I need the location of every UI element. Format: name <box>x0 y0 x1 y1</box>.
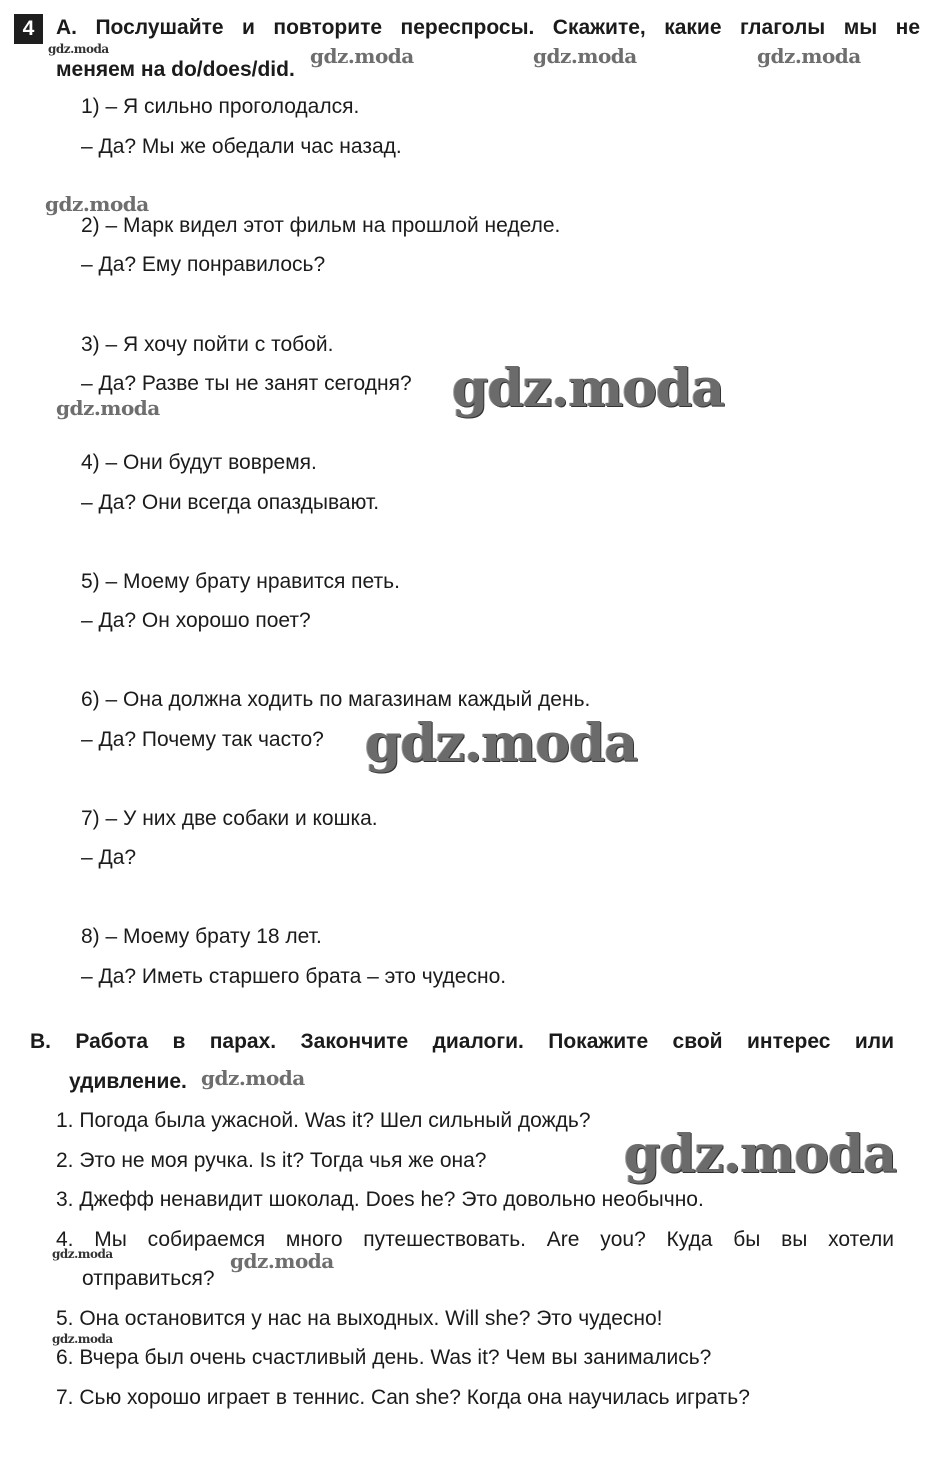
part-b-item-4: 4. Мы собираемся много путешествовать. Are you? Куда бы вы хотели <box>56 1228 894 1251</box>
dialogue-2-line2: – Да? Ему понравилось? <box>81 253 326 276</box>
watermark: gdz.moda <box>310 44 414 68</box>
watermark: gdz.moda <box>201 1066 305 1090</box>
watermark: gdz.moda <box>45 192 149 216</box>
dialogue-5-line2: – Да? Он хорошо поет? <box>81 609 311 632</box>
watermark: gdz.moda <box>230 1249 334 1273</box>
dialogue-7-line1: 7) – У них две собаки и кошка. <box>81 807 378 830</box>
part-b-item-1: 1. Погода была ужасной. Was it? Шел сильный дождь? <box>56 1109 591 1132</box>
part-a-heading-line2: меняем на do/does/did. <box>56 58 295 81</box>
part-b-item-6: 6. Вчера был очень счастливый день. Was it? Чем вы занимались? <box>56 1346 712 1369</box>
watermark: gdz.moda <box>56 396 160 420</box>
watermark: gdz.moda <box>452 358 725 419</box>
dialogue-4-line1: 4) – Они будут вовремя. <box>81 451 317 474</box>
dialogue-3-line2: – Да? Разве ты не занят сегодня? <box>81 372 412 395</box>
watermark: gdz.moda <box>365 713 638 774</box>
dialogue-1-line2: – Да? Мы же обедали час назад. <box>81 135 402 158</box>
part-b-item-2: 2. Это не моя ручка. Is it? Тогда чья же она? <box>56 1149 487 1172</box>
watermark: gdz.moda <box>757 44 861 68</box>
part-a-heading-line1: А. Послушайте и повторите переспросы. Скажите, какие глаголы мы не <box>56 16 920 39</box>
part-b-item-5: 5. Она остановится у нас на выходных. Will she? Это чудесно! <box>56 1307 663 1330</box>
dialogue-8-line2: – Да? Иметь старшего брата – это чудесно. <box>81 965 507 988</box>
watermark: gdz.moda <box>52 1247 113 1261</box>
watermark: gdz.moda <box>624 1124 897 1185</box>
part-b-heading-line2: удивление. <box>69 1070 187 1093</box>
dialogue-4-line2: – Да? Они всегда опаздывают. <box>81 491 380 514</box>
dialogue-5-line1: 5) – Моему брату нравится петь. <box>81 570 400 593</box>
watermark: gdz.moda <box>533 44 637 68</box>
dialogue-3-line1: 3) – Я хочу пойти с тобой. <box>81 333 334 356</box>
dialogue-8-line1: 8) – Моему брату 18 лет. <box>81 925 322 948</box>
part-b-item-4-continuation: отправиться? <box>82 1267 215 1290</box>
dialogue-7-line2: – Да? <box>81 846 137 869</box>
part-b-item-3: 3. Джефф ненавидит шоколад. Does he? Это довольно необычно. <box>56 1188 704 1211</box>
watermark: gdz.moda <box>48 42 109 56</box>
watermark: gdz.moda <box>52 1332 113 1346</box>
part-b-heading-line1: В. Работа в парах. Закончите диалоги. Покажите свой интерес или <box>30 1030 894 1053</box>
dialogue-1-line1: 1) – Я сильно проголодался. <box>81 95 360 118</box>
dialogue-6-line2: – Да? Почему так часто? <box>81 728 324 751</box>
dialogue-6-line1: 6) – Она должна ходить по магазинам каждый день. <box>81 688 591 711</box>
exercise-number-badge: 4 <box>14 14 43 44</box>
part-b-item-7: 7. Сью хорошо играет в теннис. Can she? Когда она научилась играть? <box>56 1386 750 1409</box>
dialogue-2-line1: 2) – Марк видел этот фильм на прошлой неделе. <box>81 214 561 237</box>
